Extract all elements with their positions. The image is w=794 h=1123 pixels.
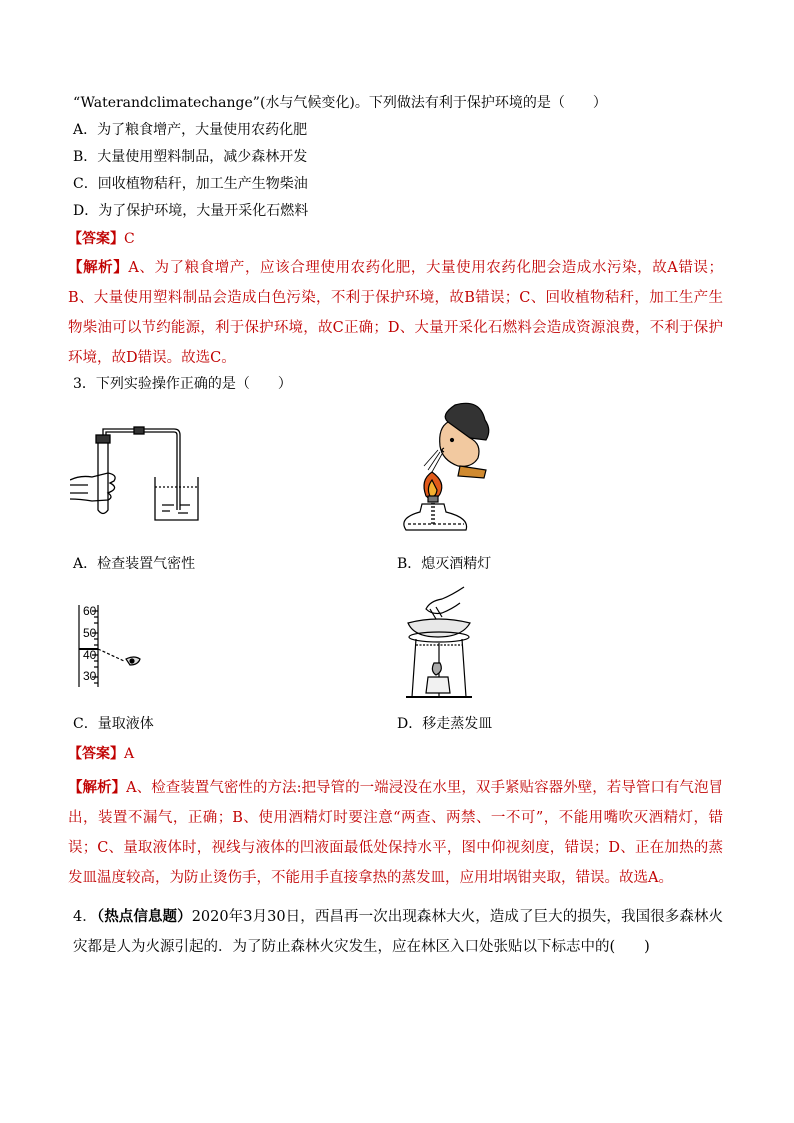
- caption-c: C．量取液体: [73, 716, 154, 732]
- cylinder-tick-40: 40: [83, 648, 97, 662]
- analysis-tag: 【解析】: [68, 259, 129, 276]
- analysis-text: A、为了粮食增产，应该合理使用农药化肥，大量使用农药化肥会造成水污染，故A错误；B、大量使用塑料制品会造成白色污染，不利于保护环境，故B错误；C、回收植物秸秆，加工生产生物柴油可以节约能源，利于保护环境，故C正确；D、大量开采化石燃料会造成资源浪费，不利于保护环境，故D错误。故选C。: [68, 260, 724, 366]
- q2-option-a: A．为了粮食增产，大量使用农药化肥: [73, 122, 308, 138]
- figure-airtightness-check: [70, 425, 210, 525]
- q2-answer: [68, 229, 135, 249]
- q2-analysis: [68, 253, 723, 373]
- q2-stem: “Waterandclimatechange”(水与气候变化)。下列做法有利于保护环境的是（ ）: [73, 95, 607, 111]
- analysis-tag: 【解析】: [68, 779, 127, 796]
- q4-stem: [73, 902, 723, 962]
- figure-graduated-cylinder: [76, 603, 156, 689]
- cylinder-tick-50: 50: [83, 626, 97, 640]
- q4-number: 4．: [73, 909, 97, 925]
- figure-evaporating-dish: [402, 585, 477, 703]
- q3-analysis: [68, 773, 723, 893]
- q2-option-c: C．回收植物秸秆，加工生产生物柴油: [73, 176, 308, 192]
- q2-option-b: B．大量使用塑料制品，减少森林开发: [73, 149, 308, 165]
- answer-tag: 【答案】: [68, 746, 124, 762]
- answer-value: C: [124, 231, 135, 247]
- answer-value: A: [124, 746, 135, 762]
- q2-option-d: D．为了保护环境，大量开采化石燃料: [73, 203, 309, 219]
- q4-tag: （热点信息题）: [96, 908, 192, 925]
- figure-blow-out-lamp: [400, 400, 510, 540]
- caption-b: B．熄灭酒精灯: [397, 556, 492, 572]
- cylinder-tick-30: 30: [83, 669, 97, 683]
- caption-d: D．移走蒸发皿: [397, 716, 493, 732]
- q3-stem: 3．下列实验操作正确的是（ ）: [73, 376, 292, 392]
- answer-tag: 【答案】: [68, 231, 124, 247]
- caption-a: A．检查装置气密性: [73, 556, 196, 572]
- q4-text: 2020年3月30日，西昌再一次出现森林大火，造成了巨大的损失，我国很多森林火灾都是人为火源引起的．为了防止森林火灾发生，应在林区入口处张贴以下标志中的( ): [73, 909, 723, 955]
- q3-answer: [68, 744, 134, 764]
- analysis-text: A、检查装置气密性的方法:把导管的一端浸没在水里，双手紧贴容器外壁，若导管口有气泡冒出，装置不漏气，正确；B、使用酒精灯时要注意“两查、两禁、一不可”，不能用嘴吹灭酒精灯，错误；C、量取液体时，视线与液体的凹液面最低处保持水平，图中仰视刻度，错误；D、正在加热的蒸发皿温度较高，为防止烫伤手，不能用手直接拿热的蒸发皿，应用坩埚钳夹取，错误。故选A。: [68, 780, 724, 886]
- cylinder-tick-60: 60: [83, 604, 97, 618]
